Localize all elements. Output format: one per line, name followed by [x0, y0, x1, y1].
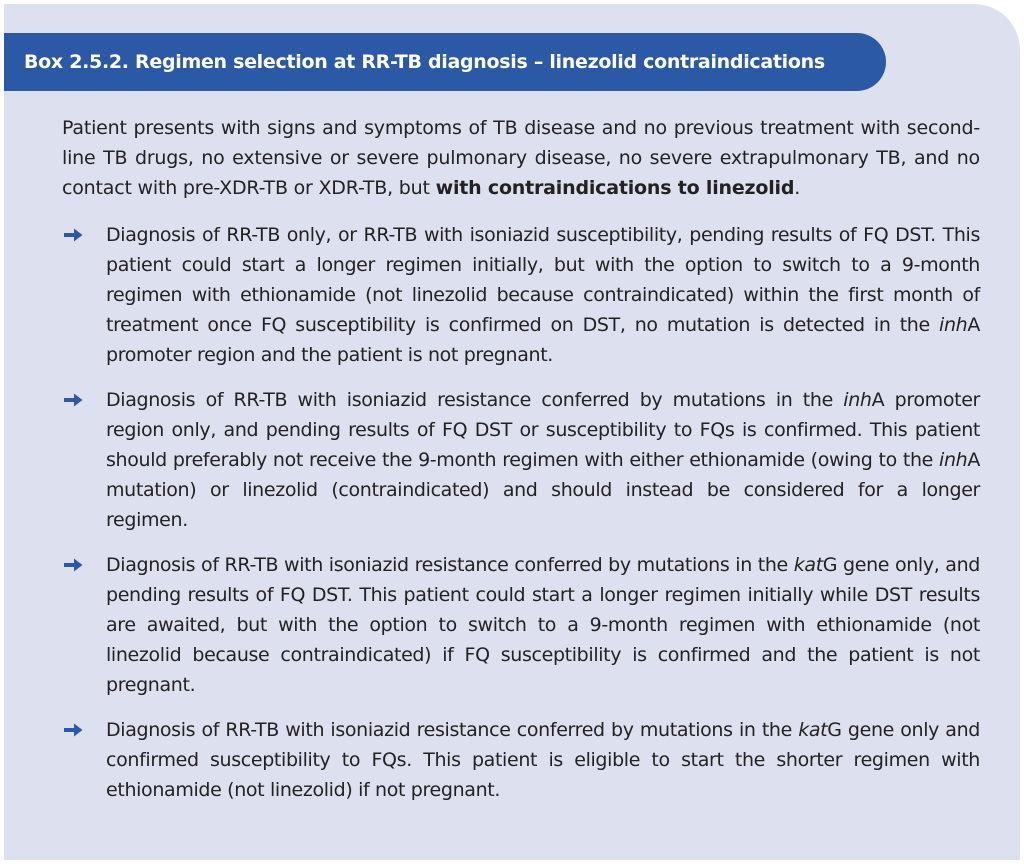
right-arrow-icon — [62, 556, 84, 574]
list-item — [62, 715, 980, 805]
item-text: Diagnosis of RR-TB only, or RR-TB with isoniazid susceptibility, pending results of FQ DST. This patient could start a longer regimen initially, but with the option to switch to a 9-month regimen with ethionamide (not linezolid because contraindicated) within the first month of treatment once FQ susceptibility is confirmed on DST, no mutation is detected in the — [106, 224, 980, 336]
item-text: Diagnosis of RR-TB with isoniazid resistance conferred by mutations in the — [106, 554, 794, 576]
list-item — [62, 550, 980, 700]
right-arrow-icon — [62, 391, 84, 409]
intro-emphasis: with contraindications to linezolid — [435, 177, 795, 199]
item-text: A promoter region and the patient is not pregnant. — [106, 314, 980, 366]
right-arrow-icon — [62, 721, 84, 739]
item-text: Diagnosis of RR-TB with isoniazid resistance conferred by mutations in the — [106, 719, 799, 741]
intro-text: Patient presents with signs and symptoms of TB disease and no previous treatment with second-line TB drugs, no extensive or severe pulmonary disease, no severe extrapulmonary TB, and no contact with pre-XDR-TB or XDR-TB, but — [62, 117, 980, 199]
box-header — [4, 33, 886, 91]
list-item — [62, 220, 980, 370]
gene-name: inh — [843, 389, 872, 411]
gene-name: kat — [798, 719, 828, 741]
gene-name: inh — [939, 314, 968, 336]
gene-name: inh — [939, 449, 968, 471]
item-text: A promoter region only, and pending results of FQ DST or susceptibility to FQs is confirmed. This patient should preferably not receive the 9-month regimen with either ethionamide (owing to the — [106, 389, 980, 471]
gene-name: kat — [793, 554, 823, 576]
right-arrow-icon — [62, 226, 84, 244]
item-text: Diagnosis of RR-TB with isoniazid resistance conferred by mutations in the — [106, 389, 844, 411]
item-text: A mutation) or linezolid (contraindicated) and should instead be considered for a longer regimen. — [106, 449, 980, 531]
box-content — [62, 113, 980, 820]
intro-end: . — [794, 177, 801, 199]
item-text: G gene only, and pending results of FQ DST. This patient could start a longer regimen initially while DST results are awaited, but with the option to switch to a 9-month regimen with ethionamide (not linezolid because contraindicated) if FQ susceptibility is confirmed and the patient is not pregnant. — [106, 554, 980, 696]
list-item — [62, 385, 980, 535]
intro-paragraph — [62, 113, 980, 203]
box-title: Box 2.5.2. Regimen selection at RR-TB diagnosis – linezolid contraindications — [24, 51, 825, 73]
scenario-list — [62, 220, 980, 805]
item-text: G gene only and confirmed susceptibility to FQs. This patient is eligible to start the shorter regimen with ethionamide (not linezolid) if not pregnant. — [106, 719, 980, 801]
